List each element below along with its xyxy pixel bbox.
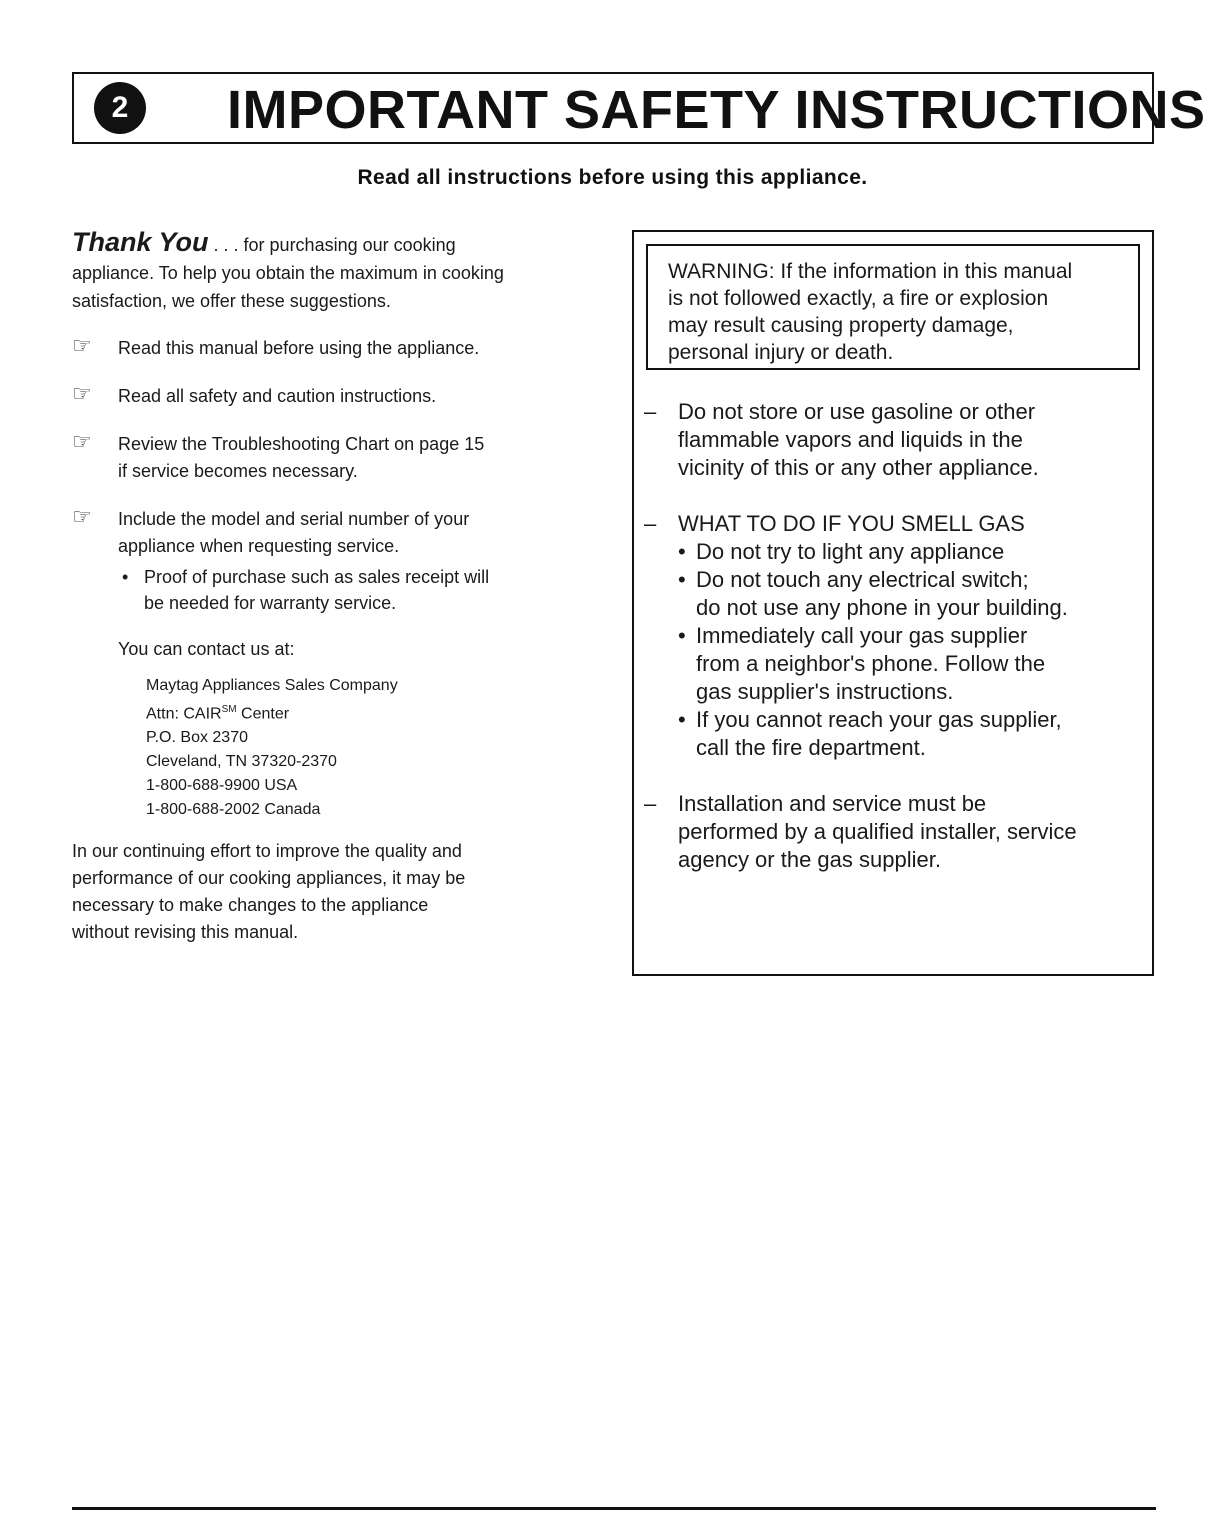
tip-text: Review the Troubleshooting Chart on page 15 bbox=[118, 434, 485, 454]
pointing-hand-icon: ☞ bbox=[72, 382, 92, 407]
safety-box bbox=[632, 230, 1154, 976]
safety-list bbox=[644, 398, 1144, 902]
tip-text: appliance when requesting service. bbox=[118, 536, 400, 556]
tip-text: Include the model and serial number of your bbox=[118, 509, 470, 529]
pointing-hand-icon: ☞ bbox=[72, 430, 92, 455]
dash-marker: – bbox=[644, 399, 657, 424]
pointing-hand-icon: ☞ bbox=[72, 334, 92, 359]
tip-text: if service becomes necessary. bbox=[118, 461, 358, 481]
tip-text: Read all safety and caution instructions. bbox=[118, 386, 437, 406]
safety-item: – Do not store or use gasoline or other flammable vapors and liquids in the vicinity of this or any other appliance. bbox=[644, 399, 1039, 480]
warning-line: may result causing property damage, bbox=[668, 314, 1014, 337]
tip-sub-bullet bbox=[118, 564, 572, 616]
intro-text-rest: appliance. To help you obtain the maximum in cooking satisfaction, we offer these suggestions. bbox=[72, 263, 504, 311]
page-subtitle: Read all instructions before using this appliance. bbox=[357, 166, 868, 189]
tip-item bbox=[72, 383, 572, 410]
gas-sub-item: • Do not touch any electrical switch; do not use any phone in your building. bbox=[678, 567, 1068, 620]
contact-address bbox=[72, 674, 572, 822]
dash-marker: – bbox=[644, 791, 657, 816]
page-title: IMPORTANT SAFETY INSTRUCTIONS bbox=[227, 80, 1206, 140]
safety-item-smell-gas bbox=[644, 510, 1144, 762]
tip-text: Read this manual before using the appliance. bbox=[118, 338, 480, 358]
contact-attn: Attn: CAIR℠ Center bbox=[146, 704, 290, 723]
warning-line: personal injury or death. bbox=[668, 341, 894, 364]
warning-line: WARNING: If the information in this manual bbox=[668, 260, 1073, 283]
closing-paragraph: In our continuing effort to improve the quality and performance of our cooking appliances, it may be necessary to make changes to the appliance without revising this manual. bbox=[72, 841, 466, 943]
dash-marker: – bbox=[644, 511, 657, 536]
warning-line: is not followed exactly, a fire or explosion bbox=[668, 287, 1049, 310]
section-number-badge: 2 bbox=[94, 82, 146, 134]
contact-label: You can contact us at: bbox=[118, 639, 295, 659]
gas-sub-item: • If you cannot reach your gas supplier, call the fire department. bbox=[678, 707, 1062, 760]
left-column bbox=[72, 228, 572, 946]
thank-you-heading: Thank You bbox=[72, 227, 209, 257]
tip-item bbox=[72, 335, 572, 362]
gas-sub-item: • Do not try to light any appliance bbox=[678, 539, 1005, 564]
pointing-hand-icon: ☞ bbox=[72, 505, 92, 530]
smell-gas-heading: WHAT TO DO IF YOU SMELL GAS bbox=[678, 511, 1025, 536]
tip-item bbox=[72, 431, 572, 485]
safety-item: – Installation and service must be performed by a qualified installer, service agency or the gas supplier. bbox=[644, 791, 1077, 872]
contact-city: Cleveland, TN 37320-2370 bbox=[146, 753, 337, 771]
intro-text-line1: . . . for purchasing our cooking bbox=[208, 235, 456, 255]
gas-sub-item: • Immediately call your gas supplier from a neighbor's phone. Follow the gas supplier's instructions. bbox=[678, 623, 1046, 704]
tip-item bbox=[72, 506, 572, 616]
tip-sub-bullet-line2: be needed for warranty service. bbox=[144, 593, 397, 613]
contact-po-box: P.O. Box 2370 bbox=[146, 729, 248, 747]
contact-phone-usa: 1-800-688-9900 USA bbox=[146, 777, 298, 795]
contact-company: Maytag Appliances Sales Company bbox=[146, 677, 398, 694]
footer-rule bbox=[72, 1507, 1156, 1510]
contact-phone-canada: 1-800-688-2002 Canada bbox=[146, 801, 321, 819]
warning-box bbox=[646, 244, 1140, 370]
intro-paragraph bbox=[72, 228, 572, 315]
tip-sub-bullet-line1: • Proof of purchase such as sales receipt will bbox=[144, 567, 490, 587]
header-box bbox=[72, 72, 1206, 144]
